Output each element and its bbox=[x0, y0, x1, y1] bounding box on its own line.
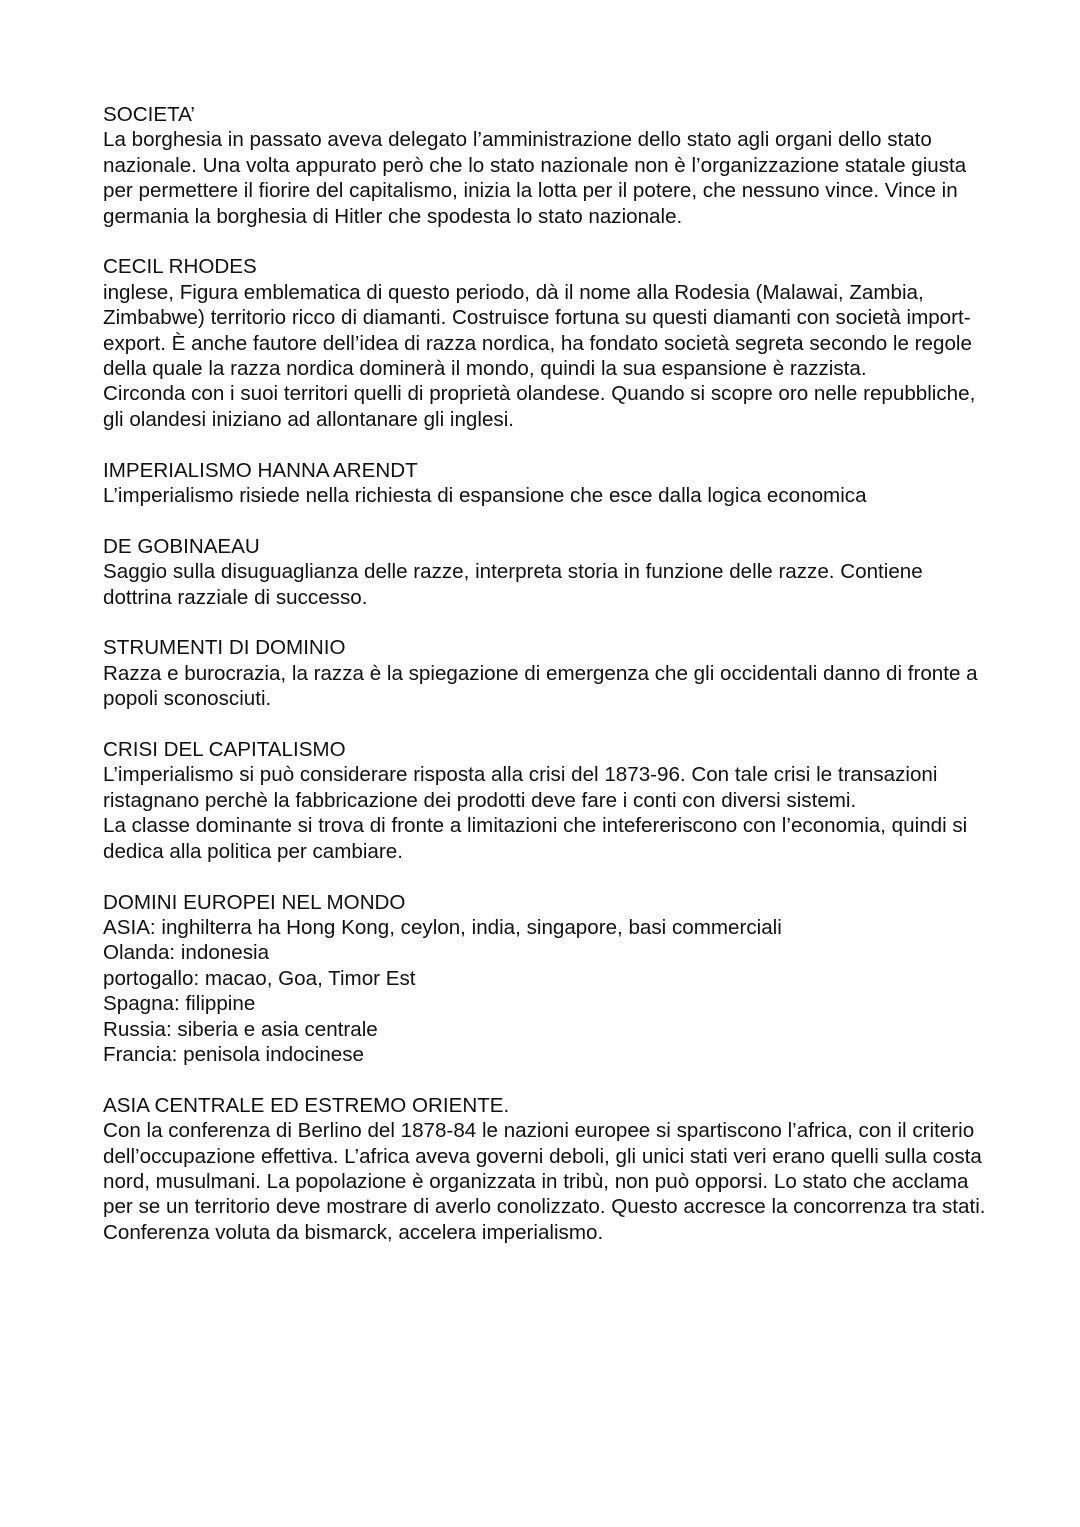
section-paragraph: Conferenza voluta da bismarck, accelera imperialismo. bbox=[103, 1220, 604, 1244]
section-de-gobineau bbox=[103, 534, 993, 610]
section-domini-europei bbox=[103, 890, 993, 1068]
list-item: Spagna: filippine bbox=[103, 992, 256, 1016]
section-paragraph: La classe dominante si trova di fronte a limitazioni che intefereriscono con l’economia, quindi si dedica alla politica per cambiare. bbox=[103, 814, 968, 863]
section-heading: CECIL RHODES bbox=[103, 255, 257, 279]
section-societa bbox=[103, 102, 993, 229]
list-item: Francia: penisola indocinese bbox=[103, 1042, 365, 1066]
section-paragraph: L’imperialismo si può considerare risposta alla crisi del 1873-96. Con tale crisi le transazioni ristagnano perchè la fabbricazione dei prodotti deve fare i conti con diversi sistemi. bbox=[103, 763, 938, 812]
section-heading: IMPERIALISMO HANNA ARENDT bbox=[103, 458, 418, 482]
section-heading: DE GOBINAEAU bbox=[103, 534, 260, 558]
section-paragraph: La borghesia in passato aveva delegato l’amministrazione dello stato agli organi dello stato nazionale. Una volta appurato però che lo stato nazionale non è l’organizzazione statale giusta per permettere il fiorire del capitalismo, inizia la lotta per il potere, che nessuno vince. Vince in germania la borghesia di Hitler che spodesta lo stato nazionale. bbox=[103, 128, 967, 228]
section-heading: ASIA CENTRALE ED ESTREMO ORIENTE. bbox=[103, 1093, 510, 1117]
section-heading: CRISI DEL CAPITALISMO bbox=[103, 738, 346, 762]
list-item: Russia: siberia e asia centrale bbox=[103, 1017, 378, 1041]
section-heading: DOMINI EUROPEI NEL MONDO bbox=[103, 890, 406, 914]
section-paragraph: L’imperialismo risiede nella richiesta di espansione che esce dalla logica economica bbox=[103, 484, 867, 508]
section-paragraph: Razza e burocrazia, la razza è la spiegazione di emergenza che gli occidentali danno di fronte a popoli sconosciuti. bbox=[103, 661, 978, 711]
list-item: portogallo: macao, Goa, Timor Est bbox=[103, 966, 416, 990]
section-strumenti-dominio bbox=[103, 635, 993, 711]
section-heading: STRUMENTI DI DOMINIO bbox=[103, 636, 346, 660]
section-heading: SOCIETA’ bbox=[103, 103, 195, 126]
document-page bbox=[103, 102, 993, 1271]
list-item: ASIA: inghilterra ha Hong Kong, ceylon, india, singapore, basi commerciali bbox=[103, 915, 782, 939]
section-cecil-rhodes bbox=[103, 254, 993, 432]
section-imperialismo-arendt bbox=[103, 458, 993, 509]
section-paragraph: Circonda con i suoi territori quelli di proprietà olandese. Quando si scopre oro nelle repubbliche, gli olandesi iniziano ad allontanare gli inglesi. bbox=[103, 382, 976, 431]
list-item: Olanda: indonesia bbox=[103, 941, 270, 965]
section-paragraph: Saggio sulla disuguaglianza delle razze, interpreta storia in funzione delle razze. Contiene dottrina razziale di successo. bbox=[103, 560, 923, 609]
section-asia-centrale bbox=[103, 1093, 993, 1245]
section-paragraph: inglese, Figura emblematica di questo periodo, dà il nome alla Rodesia (Malawai, Zambia, Zimbabwe) territorio ricco di diamanti. Costruisce fortuna su questi diamanti con società import-export. È anche fautore dell’idea di razza nordica, ha fondato società segreta secondo le regole della quale la razza nordica dominerà il mondo, quindi la sua espansione è razzista. bbox=[103, 280, 972, 381]
section-paragraph: Con la conferenza di Berlino del 1878-84 le nazioni europee si spartiscono l’africa, con il criterio dell’occupazione effettiva. L’africa aveva governi deboli, gli unici stati veri erano quelli sulla costa nord, musulmani. La popolazione è organizzata in tribù, non può opporsi. Lo stato che acclama per se un territorio deve mostrare di averlo conolizzato. Questo accresce la concorrenza tra stati. bbox=[103, 1119, 986, 1219]
section-crisi-capitalismo bbox=[103, 737, 993, 864]
